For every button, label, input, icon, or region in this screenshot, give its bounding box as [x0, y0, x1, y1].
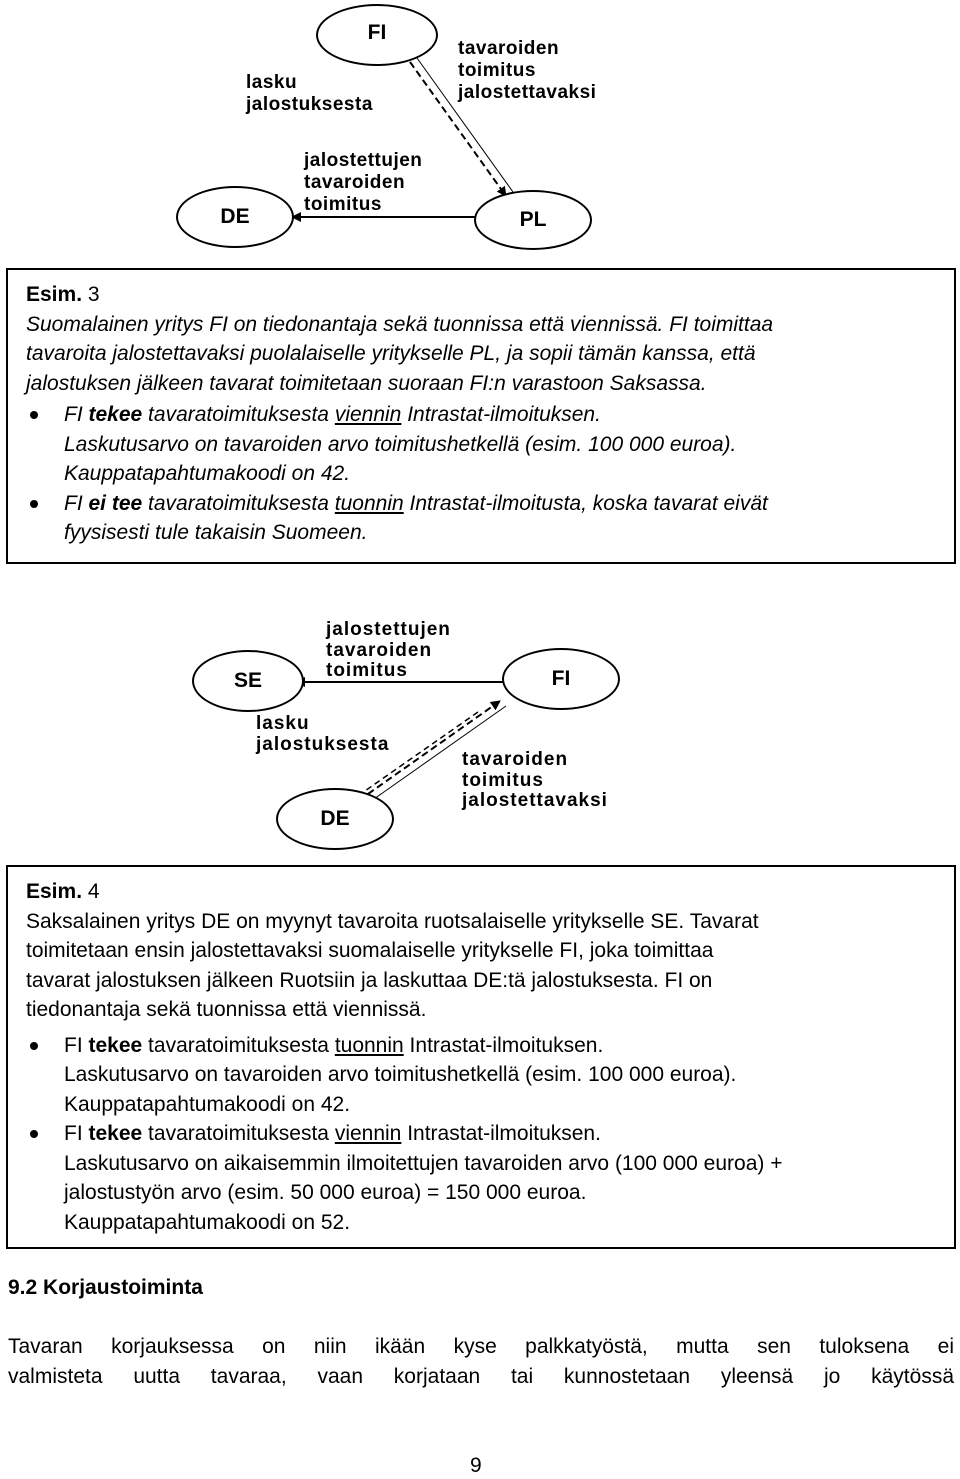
node-fi-2: FI [502, 648, 620, 710]
example-3-content [26, 280, 773, 548]
example-3-bullet-1: FI tekee tavaratoimituksesta viennin Intrastat-ilmoituksen. Laskutusarvo on tavaroiden arvo toimitushetkellä (esim. 100 000 euroa). Kauppatapahtumakoodi on 42. [26, 400, 773, 489]
example-4-box [6, 865, 956, 1249]
node-de-2: DE [276, 788, 394, 850]
example-3-intro: Suomalainen yritys FI on tiedonantaja sekä tuonnissa että viennissä. FI toimittaa tavaroita jalostettavaksi puolalaiselle yritykselle PL, ja sopii tämän kanssa, että jalostuksen jälkeen tavarat toimitetaan suoraan FI:n varastoon Saksassa. [26, 312, 774, 395]
bullet-dot [30, 1042, 38, 1050]
example-4-bullet-2: FI tekee tavaratoimituksesta viennin Intrastat-ilmoituksen. Laskutusarvo on aikaisemmin ilmoitettujen tavaroiden arvo (100 000 euroa) + jalostustyön arvo (esim. 50 000 euroa) = 150 000 euroa. Kauppatapahtumakoodi on 52. [26, 1119, 782, 1237]
label-invoice: lasku jalostuksesta [246, 72, 373, 115]
label-delivery-processed: jalostettujen tavaroiden toimitus [304, 150, 423, 215]
label-delivery-for-processing-2: tavaroiden toimitus jalostettavaksi [462, 749, 608, 811]
bullet-dot [30, 500, 38, 508]
bullet-dot [30, 1130, 38, 1138]
node-fi: FI [316, 4, 438, 66]
label-invoice-2: lasku jalostuksesta [256, 713, 390, 755]
section-body: Tavaran korjauksessa on niin ikään kyse palkkatyöstä, mutta sen tuloksena ei valmisteta uutta tavaraa, vaan korjataan tai kunnostetaan yleensä jo käytössä [8, 1335, 954, 1388]
example-3-heading: Esim. 3 [26, 283, 100, 306]
page-number: 9 [470, 1454, 482, 1477]
node-de: DE [176, 186, 294, 248]
node-se: SE [192, 650, 304, 712]
label-delivery-for-processing: tavaroiden toimitus jalostettavaksi [458, 38, 597, 103]
example-4-bullet-1: FI tekee tavaratoimituksesta tuonnin Intrastat-ilmoituksen. Laskutusarvo on tavaroiden arvo toimitushetkellä (esim. 100 000 euroa). Kauppatapahtumakoodi on 42. [26, 1031, 782, 1120]
example-3-box [6, 268, 956, 564]
example-4-heading: Esim. 4 [26, 880, 100, 903]
example-4-content [26, 877, 782, 1237]
label-delivery-processed-2: jalostettujen tavaroiden toimitus [326, 619, 451, 681]
bullet-dot [30, 411, 38, 419]
example-4-intro: Saksalainen yritys DE on myynyt tavaroita ruotsalaiselle yritykselle SE. Tavarat toimitetaan ensin jalostettavaksi suomalaiselle yritykselle FI, joka toimittaa tavarat jalostuksen jälkeen Ruotsiin ja laskuttaa DE:tä jalostuksesta. FI on tiedonantaja sekä tuonnissa että viennissä. [26, 909, 759, 1021]
section-heading: 9.2 Korjaustoiminta [8, 1276, 203, 1299]
example-3-bullet-2: FI ei tee tavaratoimituksesta tuonnin Intrastat-ilmoitusta, koska tavarat eivät fyysisesti tule takaisin Suomeen. [26, 489, 773, 548]
node-pl: PL [474, 190, 592, 250]
